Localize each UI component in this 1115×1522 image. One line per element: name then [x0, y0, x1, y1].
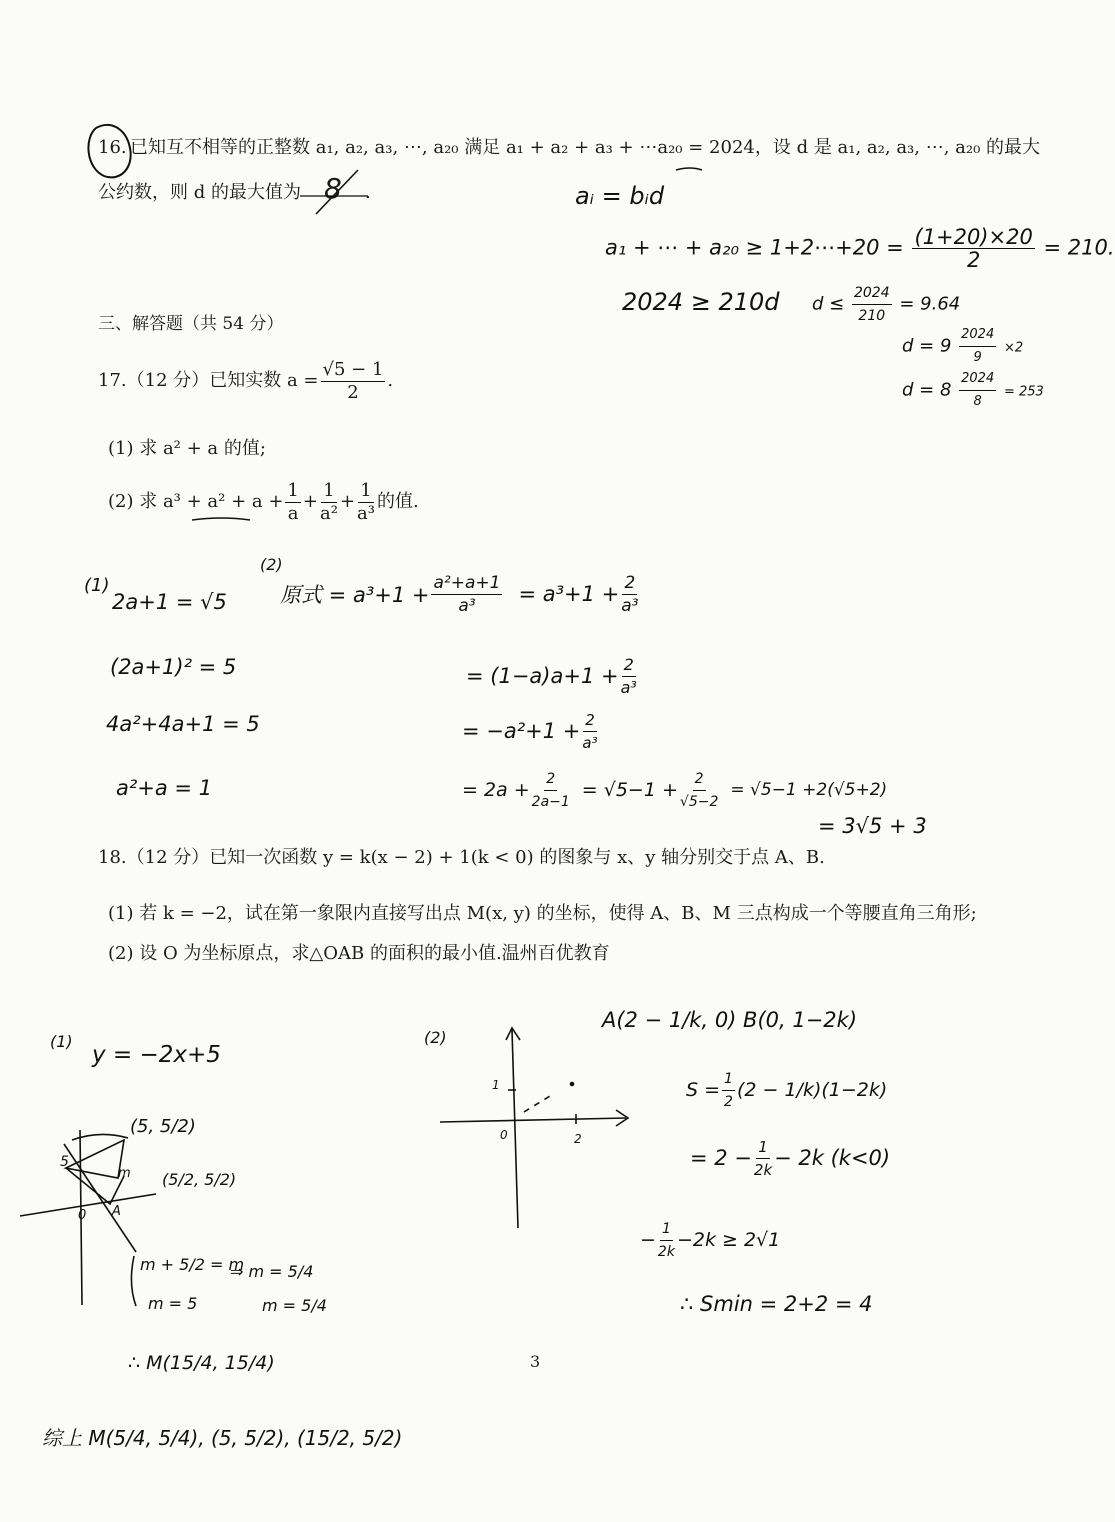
q17-stem-frac: $\frac{√5 - 1}{2}$: [322, 358, 384, 403]
q16-answer: 8: [324, 172, 342, 205]
q18-work-b-l3-frac: $\frac{1}{2k}$: [753, 1137, 773, 1179]
q17-work-c1-l2: (2a+1)² = 5: [110, 655, 237, 679]
q18-work-label1: (1): [50, 1032, 73, 1051]
q16-work-l1: aᵢ = bᵢd: [575, 182, 665, 210]
q17-part2: (2) 求 a³ + a² + a + $\frac{1}{a}$ + $\frac{1}{\text{a²}}$ + $\frac{1}{\text{a³}}$ 的值.: [108, 479, 419, 524]
axes-point: [571, 1083, 574, 1086]
q17-work-c2-l1-frac: $\frac{\text{a²+a+1}}{\text{a³}}$: [433, 572, 501, 616]
axes-label-origin: 0: [500, 1128, 508, 1142]
q16-work-l2-tail: = 210.: [1043, 235, 1115, 260]
q18-work-sys2: m = 5: [148, 1294, 198, 1313]
q17-work-c2-l3-text: = −a²+1 +: [462, 719, 581, 743]
q17-stem-end: .: [387, 370, 394, 391]
q17-work-c2-l4-frac: $\frac{2}{2a-1}$: [532, 768, 570, 813]
q18-work-sys1: m + 5/2 = m: [140, 1255, 245, 1274]
q16-work-l3: 2024 ≥ 210d: [622, 288, 780, 316]
q17-underline: [192, 518, 250, 520]
q17-work-c2-l1-mid: = a³+1 +: [518, 582, 620, 606]
q18-work-pt2: (5/2, 5/2): [162, 1170, 237, 1189]
q16-number: 16.: [98, 137, 127, 158]
q18-work-sysres1: ⇒ m = 5/4: [230, 1262, 314, 1281]
q16-work-l2-text: a₁ + ⋯ + a₂₀ ≥ 1+2⋯+20 =: [605, 235, 904, 260]
q18-work-pt1: (5, 5/2): [130, 1116, 196, 1137]
q16-work-l2-frac: $\frac{(1+20)\times 20}{2}$: [914, 225, 1033, 272]
q16-line2-end: .: [364, 182, 371, 203]
q17-work-c2-l2-text: = (1−a)a+1 +: [466, 664, 619, 688]
sketch-line: [64, 1144, 136, 1252]
q17-work-c2-l2-frac: $\frac{2}{\text{a³}}$: [620, 654, 637, 697]
q18-axes-sketch: [440, 1028, 628, 1228]
q16-work-l5-frac: $\frac{2024}{9}$: [959, 324, 996, 369]
q17-part2-frac1: $\frac{1}{a}$: [287, 479, 299, 524]
q17-work-c1-l1: 2a+1 = √5: [112, 590, 227, 614]
q18-work-b-l4-pre: −: [640, 1229, 656, 1251]
q16-work-l4-frac: $\frac{2024}{210}$: [852, 282, 892, 327]
page-number: 3: [530, 1352, 541, 1371]
sketch-brace: [131, 1256, 136, 1306]
q16-work-l5-tail: ×2: [1003, 340, 1024, 356]
q16-work-l6-tail: = 253: [1003, 384, 1044, 400]
q18-work-b-l5: ∴ Smin = 2+2 = 4: [680, 1292, 873, 1316]
q18-work-final: 综上 M(5/4, 5/4), (5, 5/2), (15/2, 5/2): [42, 1426, 403, 1450]
q18-work-small-a: A: [112, 1204, 121, 1219]
q18-part1: (1) 若 k = −2，试在第一象限内直接写出点 M(x, y) 的坐标，使得 A、B、M 三点构成一个等腰直角三角形;: [108, 903, 977, 924]
q18-work-b-l3-pre: = 2 −: [690, 1146, 752, 1170]
q17-work-c2-l4-mid: = √5−1 +: [581, 779, 678, 801]
axes-label-x2: 2: [574, 1132, 582, 1146]
q18-work-small-5: 5: [60, 1154, 69, 1170]
q18-work-b-l4-tail: −2k ≥ 2√1: [676, 1229, 781, 1251]
axes-y: [512, 1030, 518, 1228]
q17-work-c2-l4-frac2: $\frac{2}{√5-2}$: [680, 768, 718, 813]
q17-part2-text: (2) 求 a³ + a² + a +: [108, 491, 284, 512]
sketch-y-axis: [80, 1130, 82, 1305]
q16-work-l4-pre: d ≤: [812, 293, 845, 315]
q18-work-small-o: 0: [78, 1208, 87, 1223]
q18-work-b-l2-pre: S =: [686, 1079, 721, 1101]
q18-work-sysres2: m = 5/4: [262, 1296, 327, 1315]
q16-line1: 已知互不相等的正整数 a₁, a₂, a₃, ⋯, a₂₀ 满足 a₁ + a₂ + a₃ + ⋯a₂₀ = 2024，设 d 是 a₁, a₂, a₃, ⋯, a₂₀ 的最大: [130, 137, 1041, 158]
q17-work-label2: (2): [260, 555, 283, 574]
q18-work-b-l2-tail: (2 − 1/k)(1−2k): [736, 1079, 888, 1101]
q17-work-c2-l1-frac2: $\frac{2}{\text{a³}}$: [621, 572, 639, 616]
section-heading: 三、解答题（共 54 分）: [98, 314, 284, 334]
q18-part2: (2) 设 O 为坐标原点，求△OAB 的面积的最小值.温州百优教育: [108, 943, 610, 964]
q16-answer-stroke: [316, 170, 358, 214]
q17-part2-frac2: $\frac{1}{\text{a²}}$: [319, 479, 338, 524]
q17-work-c1-l4: a²+a = 1: [116, 776, 213, 800]
q18-work-a-l1: y = −2x+5: [92, 1042, 221, 1068]
q18-work-b-l4-frac: $\frac{1}{2k}$: [658, 1218, 675, 1263]
q17-work-c2-l5: = 3√5 + 3: [818, 814, 927, 838]
q17-work-c2-l4-text: = 2a +: [462, 779, 530, 801]
q18-work-b-l3-tail: − 2k (k<0): [774, 1146, 891, 1170]
axes-x: [440, 1118, 626, 1122]
axes-dashed-line: [524, 1096, 550, 1112]
q18-work-small-m: m: [118, 1166, 131, 1181]
q17-work-label1: (1): [84, 575, 110, 596]
q16-underline-2024: [676, 168, 702, 170]
q18-work-b-l2-frac: $\frac{1}{2}$: [722, 1068, 735, 1113]
sketch-x-axis: [20, 1194, 156, 1216]
q18-work-res: ∴ M(15/4, 15/4): [128, 1352, 275, 1374]
q16-work-l5-pre: d = 9: [902, 335, 952, 357]
q16-circle-mark: [88, 125, 130, 177]
q16-line2-text: 公约数，则 d 的最大值为: [98, 182, 301, 203]
q17-part2-end: 的值.: [376, 491, 419, 512]
q17-stem-text: 17.（12 分）已知实数 a =: [98, 370, 319, 391]
q17-work-c2-l4-tail: = √5−1 +2(√5+2): [730, 780, 888, 800]
q17-work-c2-l3-frac: $\frac{2}{\text{a³}}$: [582, 710, 598, 752]
q17-part1: (1) 求 a² + a 的值;: [108, 438, 266, 459]
q16-work-l6-frac: $\frac{2024}{8}$: [959, 368, 996, 413]
q18-work-label2: (2): [424, 1028, 447, 1047]
q17-work-c2-l1-text: 原式 = a³+1 +: [280, 583, 430, 607]
q17-work-c1-l3: 4a²+4a+1 = 5: [106, 712, 260, 736]
q18-sketch-left: [20, 1130, 156, 1306]
axes-label-y1: 1: [492, 1078, 500, 1092]
q16-work-l6-pre: d = 8: [902, 379, 952, 401]
q16-work-l4-tail: = 9.64: [899, 293, 961, 315]
q17-part2-frac3: $\frac{1}{\text{a³}}$: [357, 479, 375, 524]
q18-work-b-l1: A(2 − 1/k, 0) B(0, 1−2k): [602, 1008, 858, 1032]
q18-stem: 18.（12 分）已知一次函数 y = k(x − 2) + 1(k < 0) 的图象与 x、y 轴分别交于点 A、B.: [98, 847, 825, 868]
